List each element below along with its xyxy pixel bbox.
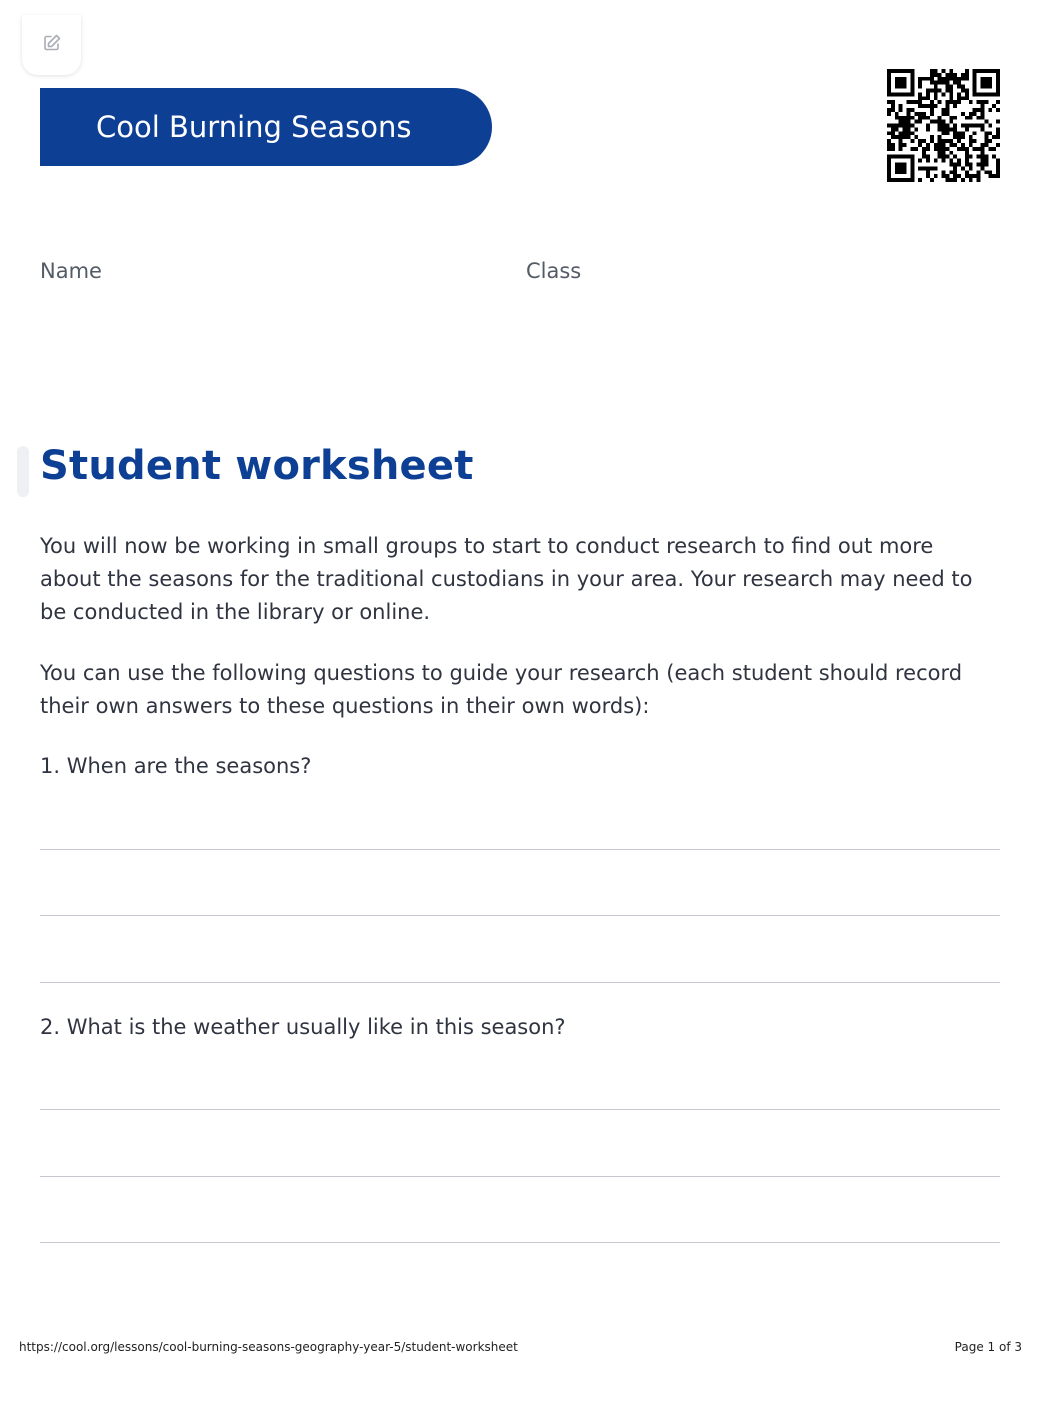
qr-code: [887, 69, 1000, 182]
footer-url: https://cool.org/lessons/cool-burning-seasons-geography-year-5/student-worksheet: [19, 1340, 518, 1354]
intro-paragraph: You will now be working in small groups to start to conduct research to find out more about the seasons for the traditional custodians in your area. Your research may need to be conducted in the library or online.: [40, 534, 973, 624]
answer-line[interactable]: [40, 1176, 1000, 1177]
lesson-title-banner: Cool Burning Seasons: [40, 88, 492, 166]
answer-line[interactable]: [40, 1242, 1000, 1243]
name-label: Name: [40, 259, 102, 283]
answer-line[interactable]: [40, 915, 1000, 916]
section-marker: [17, 446, 29, 497]
question-2: 2. What is the weather usually like in this season?: [40, 1015, 566, 1039]
question-1: 1. When are the seasons?: [40, 754, 312, 778]
class-label: Class: [526, 259, 582, 283]
pencil-square-icon: [42, 33, 62, 53]
edit-button[interactable]: [22, 15, 81, 75]
answer-line[interactable]: [40, 1109, 1000, 1110]
page-number: Page 1 of 3: [954, 1340, 1022, 1354]
answer-line[interactable]: [40, 849, 1000, 850]
answer-line[interactable]: [40, 982, 1000, 983]
worksheet-heading: Student worksheet: [40, 443, 474, 489]
guide-paragraph: You can use the following questions to guide your research (each student should record their own answers to these questions in their own words):: [40, 661, 963, 718]
